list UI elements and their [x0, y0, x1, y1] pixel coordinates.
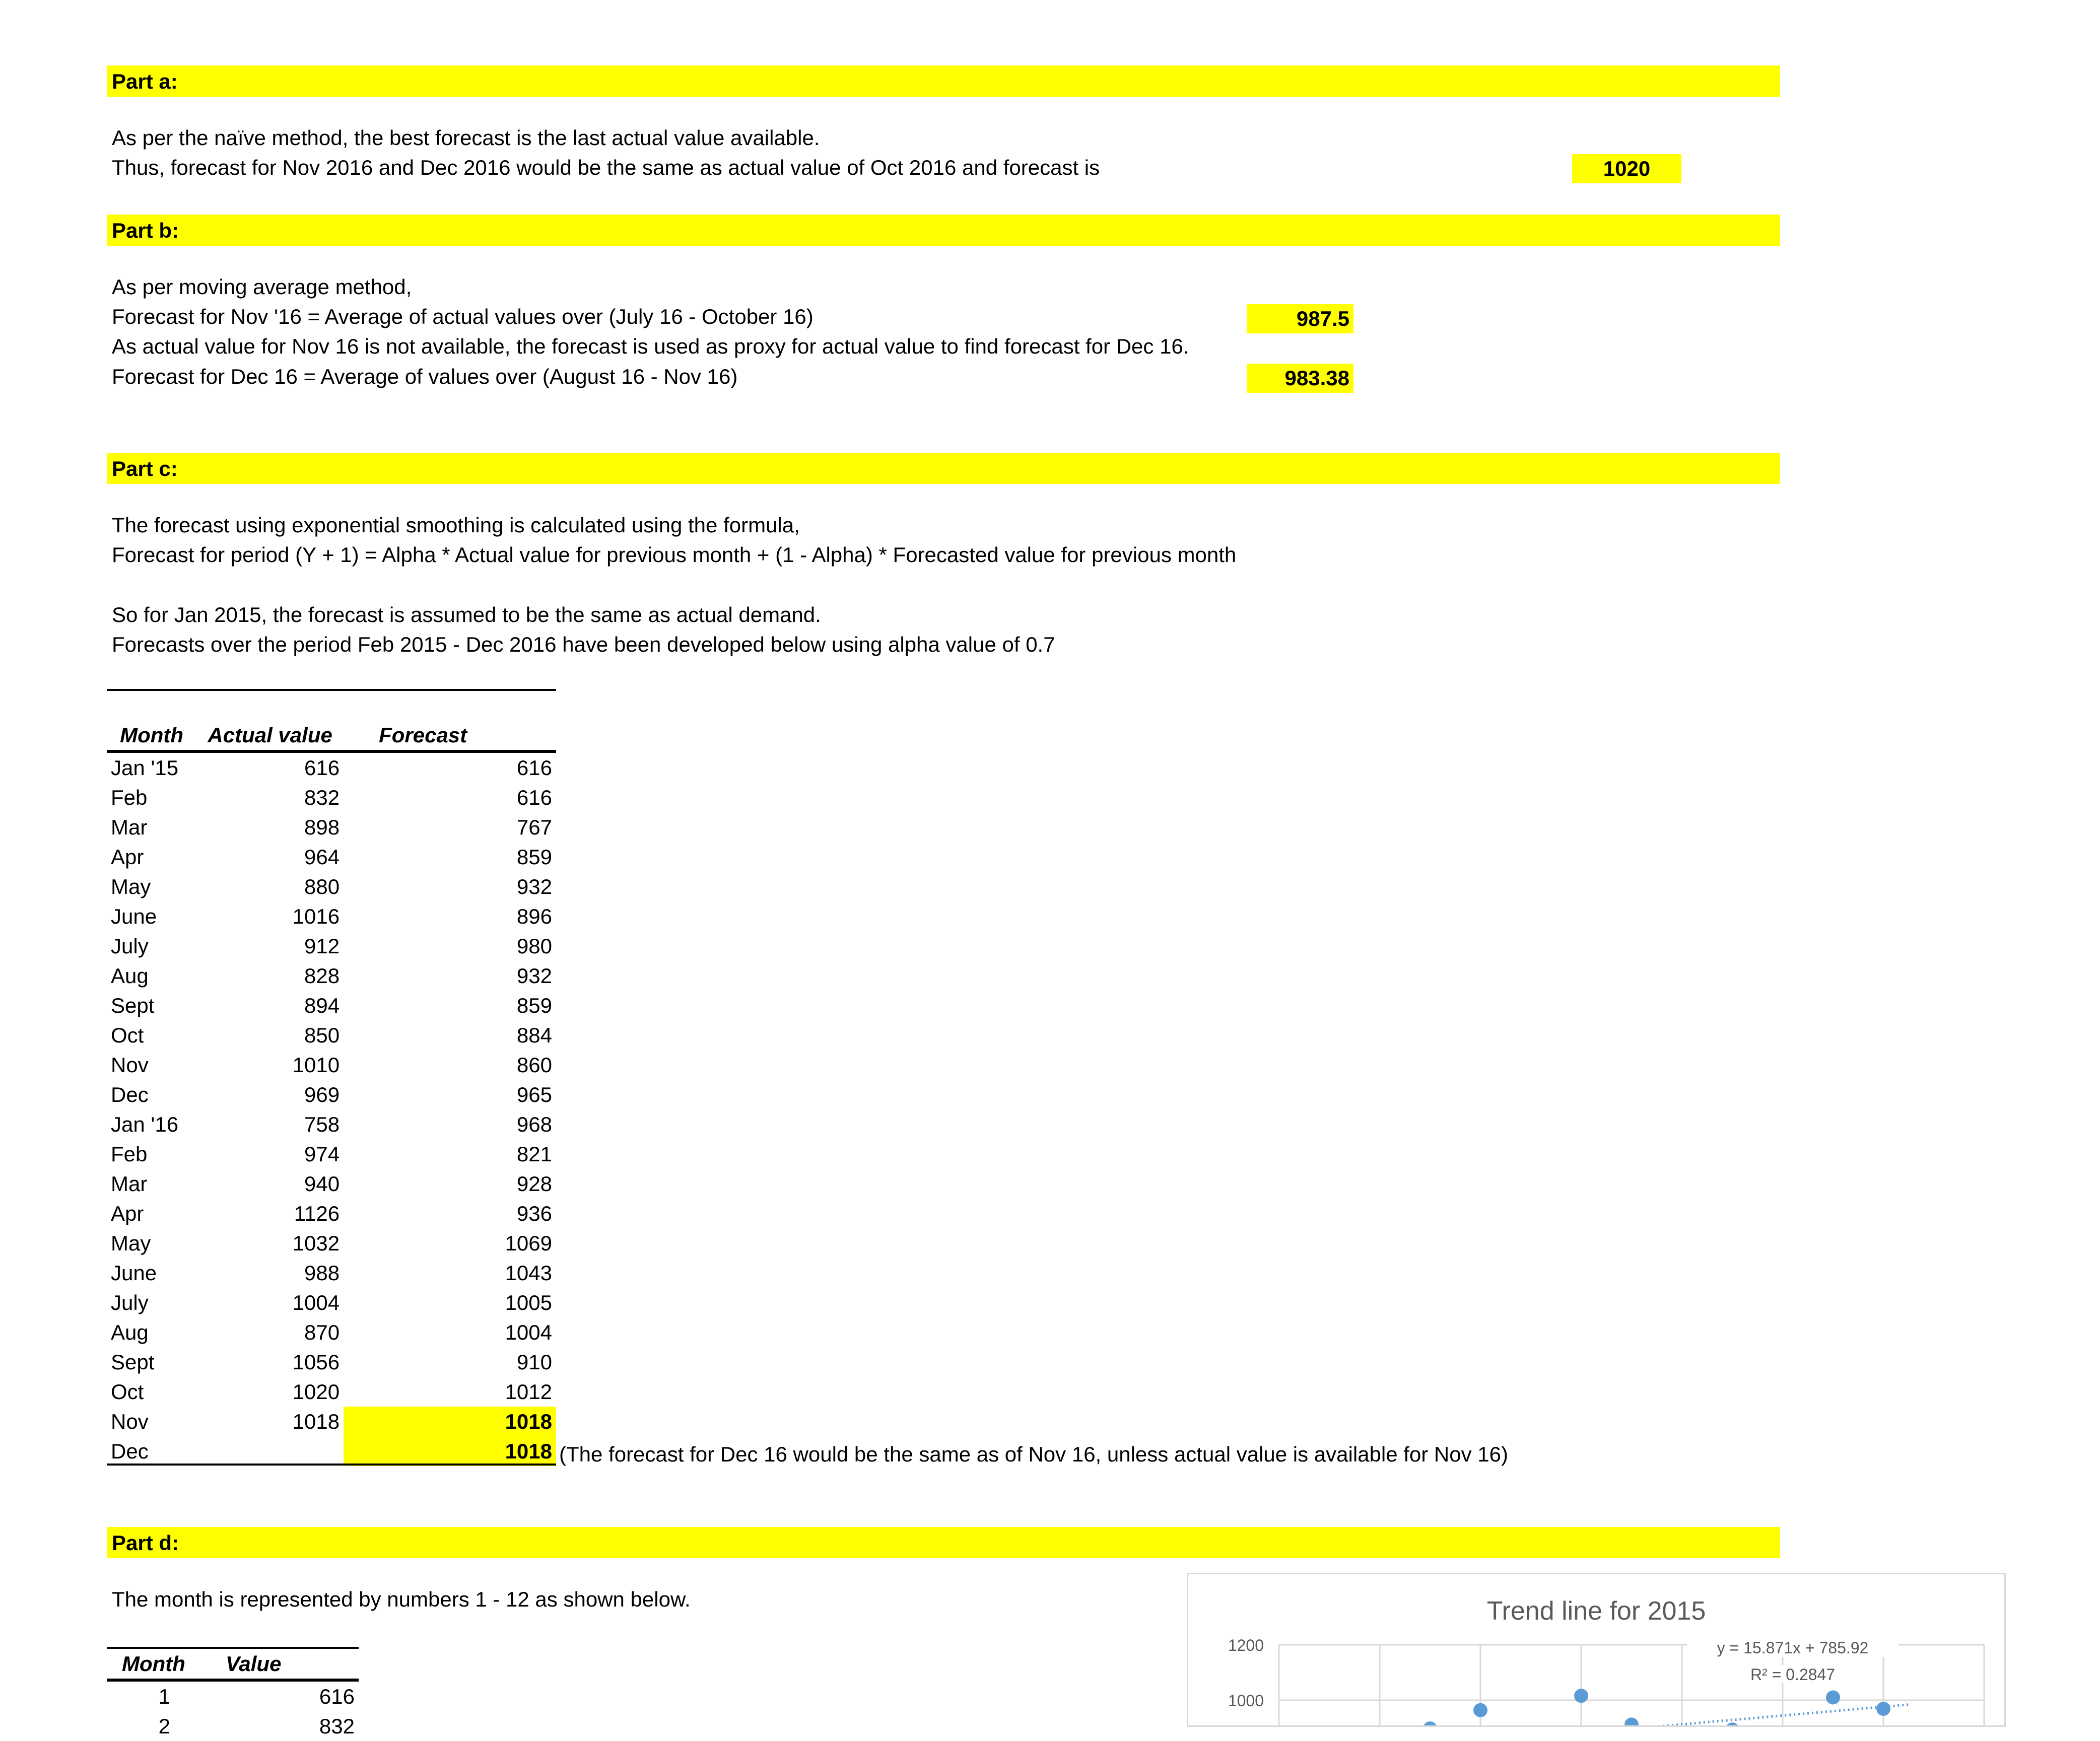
month-number-table	[107, 1647, 359, 1741]
actual-cell: 828	[304, 964, 340, 988]
forecast-cell: 965	[516, 1083, 552, 1106]
naive-forecast-value: 1020	[1572, 154, 1681, 183]
part-b-line1: As per moving average method,	[112, 275, 412, 299]
forecast-cell: 884	[516, 1023, 552, 1047]
table-row	[107, 872, 556, 901]
month-cell: Aug	[111, 964, 149, 988]
table-row	[107, 1317, 556, 1347]
forecast-cell: 1043	[505, 1261, 552, 1285]
data-point	[1826, 1691, 1840, 1705]
forecast-cell: 1018	[344, 1407, 556, 1436]
actual-cell: 1056	[292, 1350, 340, 1374]
month-cell: July	[111, 1291, 149, 1314]
month-cell: Apr	[111, 1202, 144, 1225]
table-row	[107, 1436, 556, 1466]
value-cell: 616	[319, 1685, 355, 1708]
part-a-label: Part a:	[112, 69, 178, 93]
col-header-actual: Actual value	[208, 723, 332, 747]
col-header-month: Month	[120, 723, 184, 747]
trend-chart-svg	[1188, 1574, 2004, 1725]
data-point	[1473, 1703, 1487, 1717]
table-row	[107, 1288, 556, 1317]
table-bottom-rule	[107, 1464, 556, 1466]
data-point	[1423, 1721, 1437, 1725]
trendline-equation: y = 15.871x + 785.92	[1717, 1639, 1869, 1657]
table-row	[107, 1199, 556, 1228]
data-point	[1876, 1702, 1890, 1716]
actual-cell: 1016	[292, 904, 340, 928]
table-row	[107, 1407, 556, 1436]
actual-cell: 832	[304, 786, 340, 809]
table-row	[107, 1711, 359, 1741]
month-cell: Feb	[111, 786, 148, 809]
part-d-header	[107, 1527, 1780, 1558]
table-row	[107, 751, 556, 783]
table-row	[107, 1080, 556, 1109]
month-cell: Oct	[111, 1023, 144, 1047]
actual-cell: 1018	[292, 1410, 340, 1433]
actual-cell: 894	[304, 994, 340, 1017]
part-c-header	[107, 453, 1780, 484]
actual-cell: 1020	[292, 1380, 340, 1404]
table-row	[107, 961, 556, 991]
table-row	[107, 1109, 556, 1139]
trend-chart	[1187, 1573, 2006, 1727]
actual-cell: 880	[304, 875, 340, 898]
table-top-rule	[107, 689, 556, 691]
table-row	[107, 1680, 359, 1711]
forecast-cell: 821	[516, 1142, 552, 1166]
month-cell: Jan '16	[111, 1112, 179, 1136]
month-cell: June	[111, 1261, 157, 1285]
forecast-cell: 932	[516, 964, 552, 988]
forecast-cell: 980	[516, 934, 552, 958]
month-cell: Feb	[111, 1142, 148, 1166]
forecast-cell: 859	[516, 994, 552, 1017]
part-c-line2: Forecast for period (Y + 1) = Alpha * Actual value for previous month + (1 - Alpha) * Forecasted value for previous month	[112, 543, 1237, 567]
actual-cell: 1010	[292, 1053, 340, 1077]
part-a-line2: Thus, forecast for Nov 2016 and Dec 2016 would be the same as actual value of Oct 2016 and forecast is	[112, 156, 1100, 179]
month-number-cell: 1	[158, 1685, 170, 1708]
table-row	[107, 1258, 556, 1288]
month-cell: Sept	[111, 994, 155, 1017]
part-b-line3: As actual value for Nov 16 is not available, the forecast is used as proxy for actual value to find forecast for Dec 16.	[112, 334, 1189, 358]
forecast-cell: 616	[516, 756, 552, 780]
table-row	[107, 1347, 556, 1377]
trendline-r-squared: R² = 0.2847	[1750, 1665, 1836, 1684]
moving-average-dec-value: 983.38	[1247, 364, 1353, 393]
actual-cell: 964	[304, 845, 340, 869]
month-cell: Nov	[111, 1410, 149, 1433]
month-cell: Mar	[111, 815, 148, 839]
y-tick-label: 1200	[1228, 1636, 1264, 1654]
part-b-label: Part b:	[112, 219, 179, 242]
trendline	[1279, 1705, 1909, 1725]
month-cell: Dec	[111, 1439, 149, 1463]
col-header-forecast: Forecast	[379, 723, 467, 747]
forecast-cell: 968	[516, 1112, 552, 1136]
forecast-cell: 767	[516, 815, 552, 839]
part-b-header	[107, 215, 1780, 246]
month-number-cell: 2	[158, 1714, 170, 1738]
table-row	[107, 1228, 556, 1258]
table-row	[107, 931, 556, 961]
table-row	[107, 1139, 556, 1169]
part-d-line1: The month is represented by numbers 1 - 12 as shown below.	[112, 1587, 691, 1611]
forecast-cell: 1012	[505, 1380, 552, 1404]
actual-cell: 912	[304, 934, 340, 958]
value-cell: 832	[319, 1714, 355, 1738]
month-cell: Oct	[111, 1380, 144, 1404]
table-row	[107, 901, 556, 931]
month-cell: Jan '15	[111, 756, 179, 780]
actual-cell: 969	[304, 1083, 340, 1106]
month-cell: Sept	[111, 1350, 155, 1374]
part-b-line4: Forecast for Dec 16 = Average of values over (August 16 - Nov 16)	[112, 365, 738, 388]
col-header-value: Value	[225, 1652, 282, 1676]
table-row	[107, 991, 556, 1020]
forecast-cell: 616	[516, 786, 552, 809]
table-row	[107, 1377, 556, 1407]
part-c-line1: The forecast using exponential smoothing is calculated using the formula,	[112, 513, 800, 537]
dec-forecast-note: (The forecast for Dec 16 would be the same as of Nov 16, unless actual value is available for Nov 16)	[559, 1442, 1508, 1466]
actual-cell: 1126	[294, 1202, 340, 1225]
forecast-cell: 860	[516, 1053, 552, 1077]
table-row	[107, 1169, 556, 1199]
table-row	[107, 842, 556, 872]
moving-average-nov-value: 987.5	[1247, 304, 1353, 333]
part-c-label: Part c:	[112, 457, 178, 480]
part-b-line2: Forecast for Nov '16 = Average of actual values over (July 16 - October 16)	[112, 305, 814, 328]
part-c-line3: So for Jan 2015, the forecast is assumed to be the same as actual demand.	[112, 603, 821, 626]
actual-cell: 758	[304, 1112, 340, 1136]
month-cell: June	[111, 904, 157, 928]
forecast-cell: 896	[516, 904, 552, 928]
actual-cell: 1032	[292, 1231, 340, 1255]
forecast-cell: 928	[516, 1172, 552, 1196]
actual-cell: 974	[304, 1142, 340, 1166]
col-header-month-num: Month	[121, 1652, 185, 1676]
forecast-cell: 1069	[505, 1231, 552, 1255]
month-cell: May	[111, 875, 151, 898]
actual-cell: 1004	[292, 1291, 340, 1314]
part-a-header	[107, 65, 1780, 97]
actual-cell: 616	[304, 756, 340, 780]
actual-cell: 850	[304, 1023, 340, 1047]
actual-cell: 898	[304, 815, 340, 839]
forecast-cell: 932	[516, 875, 552, 898]
part-d-label: Part d:	[112, 1531, 179, 1555]
actual-cell: 988	[304, 1261, 340, 1285]
forecast-cell: 859	[516, 845, 552, 869]
part-c-line4: Forecasts over the period Feb 2015 - Dec 2016 have been developed below using alpha value of 0.7	[112, 633, 1055, 656]
table-row	[107, 1050, 556, 1080]
month-cell: July	[111, 934, 149, 958]
forecast-cell: 1018	[344, 1436, 556, 1466]
forecast-cell: 1005	[505, 1291, 552, 1314]
actual-cell	[196, 1436, 344, 1466]
table-row	[107, 812, 556, 842]
month-cell: Dec	[111, 1083, 149, 1106]
forecast-cell: 936	[516, 1202, 552, 1225]
table-row	[107, 1020, 556, 1050]
table-row	[107, 783, 556, 812]
data-point	[1725, 1722, 1739, 1725]
actual-cell: 940	[304, 1172, 340, 1196]
chart-title: Trend line for 2015	[1486, 1596, 1706, 1626]
month-cell: Nov	[111, 1053, 149, 1077]
month-cell: Aug	[111, 1320, 149, 1344]
y-tick-label: 1000	[1228, 1692, 1264, 1710]
month-cell: Mar	[111, 1172, 148, 1196]
forecast-cell: 910	[516, 1350, 552, 1374]
data-point	[1574, 1689, 1588, 1703]
month-cell: Apr	[111, 845, 144, 869]
part-a-line1: As per the naïve method, the best forecast is the last actual value available.	[112, 126, 820, 150]
actual-cell: 870	[304, 1320, 340, 1344]
exponential-smoothing-table	[107, 720, 556, 1466]
month-cell: May	[111, 1231, 151, 1255]
forecast-cell: 1004	[505, 1320, 552, 1344]
